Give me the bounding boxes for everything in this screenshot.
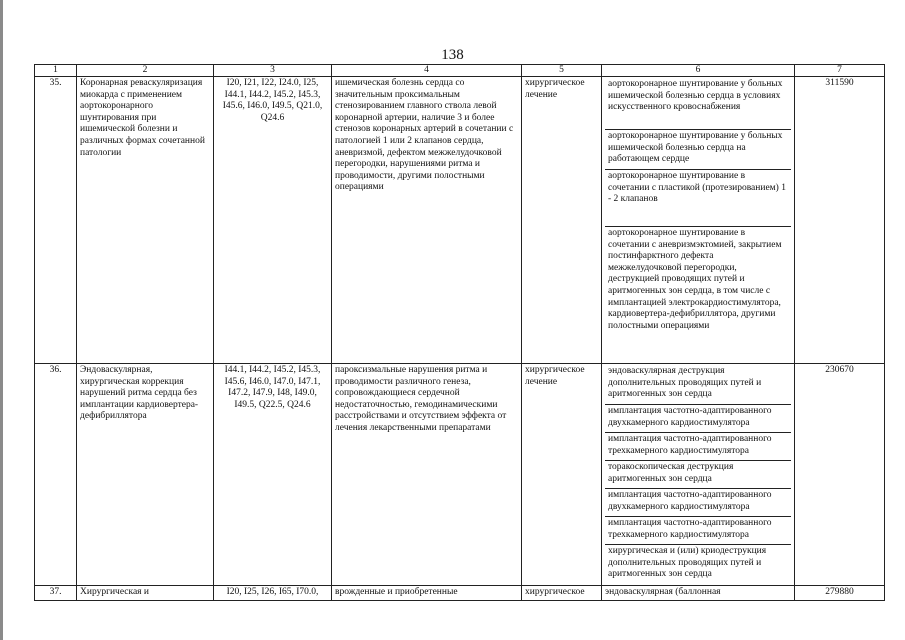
method-item: эндоваскулярная (баллонная — [602, 586, 795, 601]
method-item: аортокоронарное шунтирование в сочетании с пластикой (протезированием) 1 - 2 клапанов — [605, 170, 791, 227]
method-item: аортокоронарное шунтирование в сочетании с аневризмэктомией, закрытием постинфарктного дефекта межжелудочковой перегородки, деструкцией проводящих путей и аритмогенных зон сердца, в том числе с имплантацией электрокардиостимулятора, кардиовертера-дефибриллятора, другими полостными операциями — [608, 228, 782, 331]
row-number: 36. — [35, 364, 77, 586]
method-item: имплантация частотно-адаптированного двухкамерного кардиостимулятора — [605, 405, 791, 433]
price: 311590 — [795, 77, 885, 364]
header-cell: 3 — [214, 65, 332, 77]
table-row — [35, 364, 885, 586]
header-cell: 4 — [332, 65, 522, 77]
icd-codes: I44.1, I44.2, I45.2, I45.3, I45.6, I46.0, I47.0, I47.1, I47.2, I47.9, I48, I49.0, I49.5, Q22.5, Q24.6 — [214, 364, 332, 586]
row-number: 37. — [35, 586, 77, 601]
patient-model: ишемическая болезнь сердца со значительным проксимальным стенозированием главного ствола левой коронарной артерии, наличие 3 и более стенозов коронарных артерий в сочетании с патологией 1 или 2 клапанов сердца, аневризмой, дефектом межжелудочковой перегородки, нарушениями ритма и проводимости, другими полостными операциями — [332, 77, 522, 364]
procedure-name: Хирургическая и — [77, 586, 214, 601]
method-item: имплантация частотно-адаптированного двухкамерного кардиостимулятора — [605, 489, 791, 517]
patient-model: пароксизмальные нарушения ритма и проводимости различного генеза, сопровождающиеся сердечной недостаточностью, гемодинамическими расстройствами и отсутствием эффекта от лечения лекарственными препаратами — [332, 364, 522, 586]
price: 230670 — [795, 364, 885, 586]
header-cell: 7 — [795, 65, 885, 77]
methods-cell — [602, 77, 795, 364]
patient-model: врожденные и приобретенные — [332, 586, 522, 601]
table-header-row — [35, 65, 885, 77]
treatment-type: хирургическое лечение — [522, 77, 602, 364]
method-item: имплантация частотно-адаптированного трехкамерного кардиостимулятора — [605, 433, 791, 461]
method-item: аортокоронарное шунтирование у больных ишемической болезнью сердца на работающем сердце — [605, 130, 791, 170]
method-item: хирургическая и (или) криодеструкция дополнительных проводящих путей и аритмогенных зон сердца — [608, 546, 767, 580]
procedure-name: Эндоваскулярная, хирургическая коррекция нарушений ритма сердца без имплантации кардиовертера-дефибриллятора — [77, 364, 214, 586]
header-cell: 5 — [522, 65, 602, 77]
table-row — [35, 77, 885, 364]
row-number: 35. — [35, 77, 77, 364]
treatment-type: хирургическое лечение — [522, 364, 602, 586]
treatment-type: хирургическое — [522, 586, 602, 601]
method-item: эндоваскулярная деструкция дополнительных проводящих путей и аритмогенных зон сердца — [605, 365, 791, 405]
method-item: торакоскопическая деструкция аритмогенных зон сердца — [605, 461, 791, 489]
method-item: аортокоронарное шунтирование у больных ишемической болезнью сердца в условиях искусственного кровоснабжения — [605, 78, 791, 130]
method-item: имплантация частотно-адаптированного трехкамерного кардиостимулятора — [605, 517, 791, 545]
header-cell: 6 — [602, 65, 795, 77]
header-cell: 1 — [35, 65, 77, 77]
price: 279880 — [795, 586, 885, 601]
procedure-name: Коронарная реваскуляризация миокарда с применением аортокоронарного шунтирования при ишемической болезни и различных формах сочетанной патологии — [77, 77, 214, 364]
table-row — [35, 586, 885, 601]
procedures-table — [34, 64, 885, 601]
icd-codes: I20, I25, I26, I65, I70.0, — [214, 586, 332, 601]
icd-codes: I20, I21, I22, I24.0, I25, I44.1, I44.2, I45.2, I45.3, I45.6, I46.0, I49.5, Q21.0, Q24.6 — [214, 77, 332, 364]
header-cell: 2 — [77, 65, 214, 77]
page-number: 138 — [441, 47, 464, 63]
scan-left-edge — [0, 0, 3, 640]
methods-cell — [602, 364, 795, 586]
